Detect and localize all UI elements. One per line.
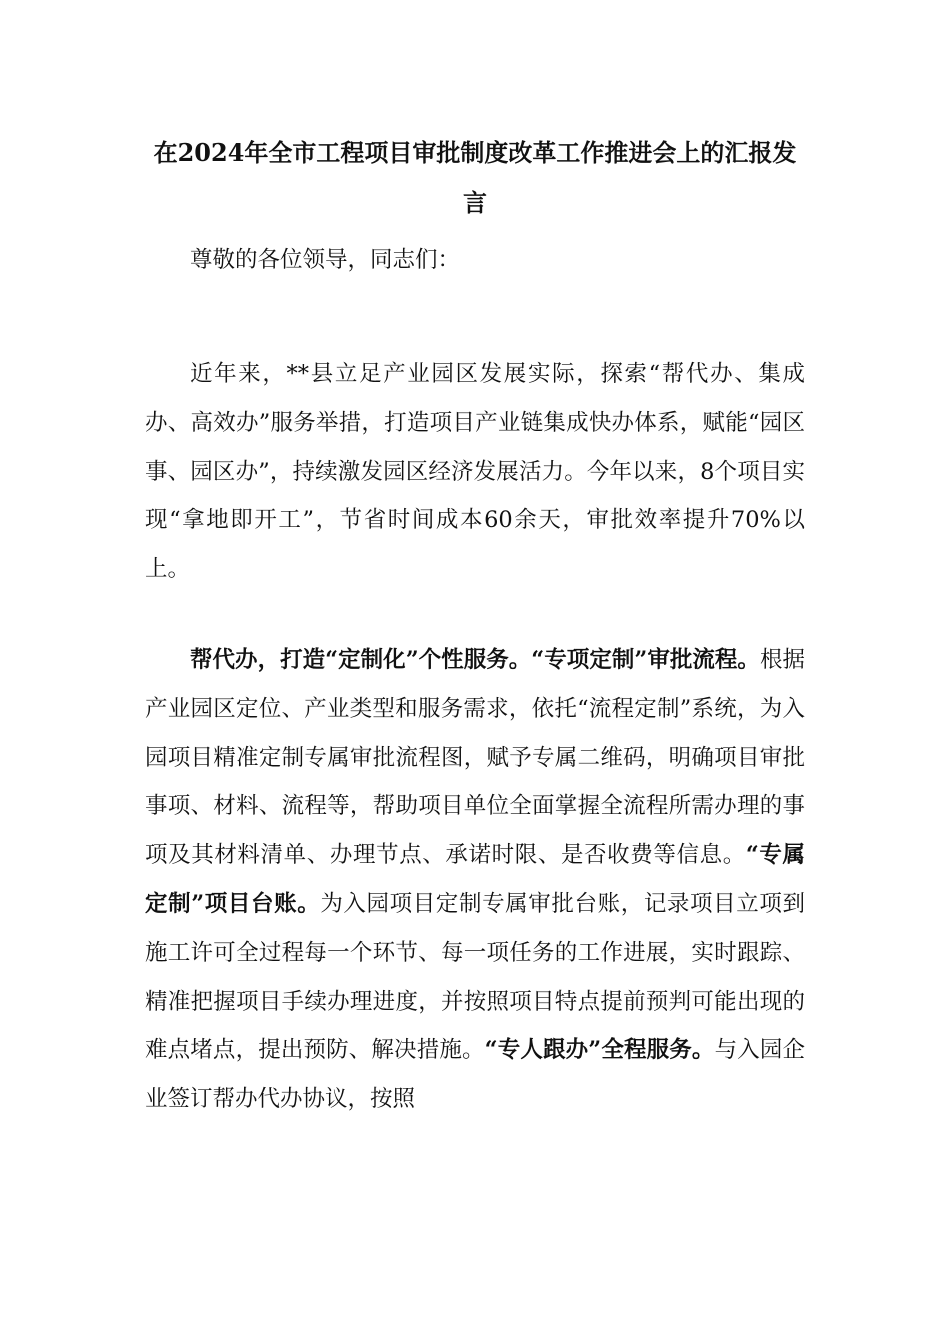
item-3-title: “专人跟办”全程服务。 (484, 1037, 715, 1064)
intro-paragraph: 近年来，**县立足产业园区发展实际，探索“帮代办、集成办、高效办”服务举措，打造项目产业链集成快办体系，赋能“园区事、园区办”，持续激发园区经济发展活力。今年以来，8个项目实现“拿地即开工”，节省时间成本60余天，审批效率提升70%以上。 (145, 361, 805, 583)
item-2-text: 为入园项目定制专属审批台账，记录项目立项到施工许可全过程每一个环节、每一项任务的工作进展，实时跟踪、精准把握项目手续办理进度，并按照项目特点提前预判可能出现的难点堵点，提出预防、解决措施。 (145, 890, 805, 1064)
item-2-title: “专属定制”项目台账。 (145, 842, 805, 917)
item-1-text: 根据产业园区定位、产业类型和服务需求，依托“流程定制”系统，为入园项目精准定制专属审批流程图，赋予专属二维码，明确项目审批事项、材料、流程等，帮助项目单位全面掌握全流程所需办理的事项及其材料清单、办理节点、承诺时限、是否收费等信息。 (145, 647, 805, 869)
salutation: 尊敬的各位领导，同志们： (190, 247, 461, 273)
section-1-heading: 帮代办，打造“定制化”个性服务。 (190, 647, 532, 673)
item-3-text: 与入园企业签订帮办代办协议，按照 (145, 1037, 805, 1113)
document-title: 在2024年全市工程项目审批制度改革工作推进会上的汇报发言 (153, 138, 797, 217)
item-1-title: “专项定制”审批流程。 (531, 647, 760, 673)
section-1-paragraph (145, 636, 805, 1124)
